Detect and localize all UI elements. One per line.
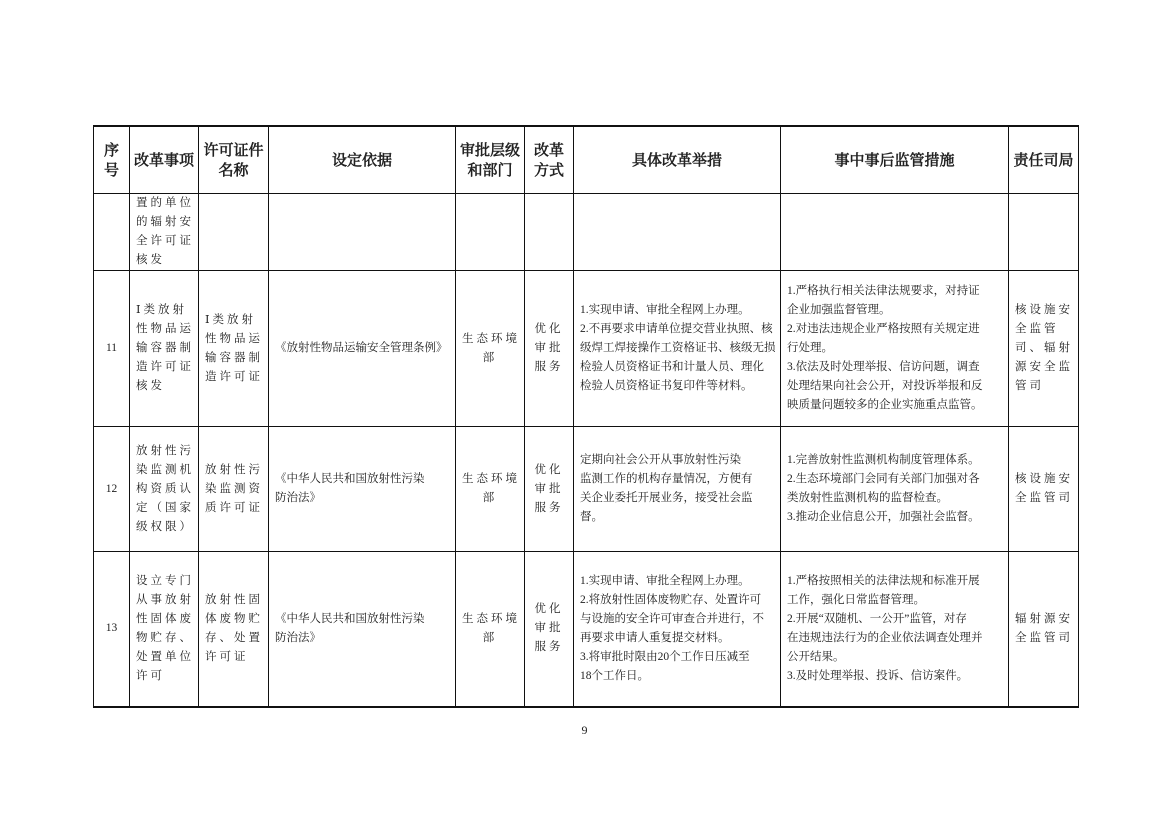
reform-method-line: 服务 (534, 641, 564, 654)
row-number-cell: 12 (94, 427, 130, 552)
reform-method-line: 优化 (534, 323, 564, 335)
row-number-cell (94, 194, 130, 271)
responsible-bureau-cell (1009, 552, 1079, 707)
reform-measures-line: 1.实现申请、审批全程网上办理。 (580, 574, 750, 587)
approval-dept-cell (456, 552, 525, 707)
reform-measures-line: 检验人员资格证书和计量人员、理化 (580, 361, 764, 373)
license-name-line: 质许可证 (205, 501, 263, 514)
header-supervision: 事中事后监管措施 (781, 126, 1009, 194)
responsible-bureau-line: 全监管司 (1015, 492, 1073, 504)
reform-method-line: 审批 (534, 482, 564, 495)
responsible-bureau-line: 核设施安 (1015, 304, 1073, 316)
license-name-cell (199, 271, 269, 427)
legal-basis-line: 《放射性物品运输安全管理条例》 (275, 342, 448, 354)
legal-basis-cell (269, 552, 456, 707)
legal-basis-cell (269, 194, 456, 271)
reform-measures-cell (574, 552, 781, 707)
legal-basis-line: 防治法》 (275, 492, 321, 504)
reform-method-line: 审批 (534, 622, 564, 635)
row-number-cell: 11 (94, 271, 130, 427)
responsible-bureau-cell (1009, 194, 1079, 271)
reform-table (93, 125, 1079, 708)
responsible-bureau-line: 辐射源安 (1015, 612, 1073, 625)
reform-measures-cell (574, 194, 781, 271)
responsible-bureau-line: 全监管 (1015, 323, 1059, 335)
supervision-measures-cell (781, 552, 1009, 707)
approval-dept-cell (456, 194, 525, 271)
supervision-measures-line: 1.严格按照相关的法律法规和标准开展 (787, 574, 980, 587)
supervision-measures-cell (781, 194, 1009, 271)
reform-measures-cell (574, 427, 781, 552)
reform-item-line: Ⅰ类放射 (136, 304, 188, 316)
reform-item-line: 构资质认 (136, 482, 194, 495)
responsible-bureau-line: 管司 (1015, 380, 1044, 392)
reform-measures-line: 2.不再要求申请单位提交营业执照、核 (580, 323, 773, 335)
supervision-measures-line: 1.严格执行相关法律法规要求，对持证 (787, 285, 980, 297)
supervision-measures-line: 企业加强监督管理。 (787, 304, 891, 316)
reform-method-line: 服务 (534, 501, 564, 514)
reform-item-cell (130, 271, 199, 427)
supervision-measures-line: 3.及时处理举报、投诉、信访案件。 (787, 669, 969, 682)
header-item: 改革事项 (130, 126, 199, 194)
header-bureau: 责任司局 (1009, 126, 1079, 194)
reform-item-line: 的辐射安 (136, 216, 194, 228)
supervision-measures-line: 在违规违法行为的企业依法调查处理并 (787, 631, 983, 644)
responsible-bureau-line: 全监管司 (1015, 631, 1073, 644)
reform-item-cell (130, 194, 199, 271)
header-measures: 具体改革举措 (574, 126, 781, 194)
supervision-measures-line: 1.完善放射性监测机构制度管理体系。 (787, 454, 980, 466)
reform-method-line: 优化 (534, 463, 564, 476)
supervision-measures-line: 2.开展“双随机、一公开”监管，对存 (787, 612, 967, 625)
license-name-line: 许可证 (205, 650, 249, 663)
license-name-cell (199, 427, 269, 552)
table-row (94, 552, 1079, 707)
approval-dept-line: 部 (482, 492, 498, 504)
reform-measures-line: 督。 (580, 511, 603, 523)
legal-basis-line: 《中华人民共和国放射性污染 (275, 612, 425, 625)
reform-item-line: 性物品运 (136, 323, 194, 335)
reform-measures-line: 与设施的安全许可审查合并进行，不 (580, 612, 764, 625)
supervision-measures-line: 处理结果向社会公开，对投诉举报和反 (787, 380, 983, 392)
license-name-line: 染监测资 (205, 482, 263, 495)
license-name-line: 放射性污 (205, 463, 263, 476)
legal-basis-cell (269, 427, 456, 552)
license-name-cell (199, 552, 269, 707)
responsible-bureau-cell (1009, 427, 1079, 552)
reform-item-line: 染监测机 (136, 463, 194, 476)
reform-measures-line: 监测工作的机构存量情况，方便有 (580, 473, 753, 485)
reform-item-line: 造许可证 (136, 361, 194, 373)
reform-item-cell (130, 552, 199, 707)
responsible-bureau-line: 源安全监 (1015, 361, 1073, 373)
legal-basis-cell (269, 271, 456, 427)
reform-item-line: 放射性污 (136, 444, 194, 457)
supervision-measures-line: 2.对违法违规企业严格按照有关规定进 (787, 323, 980, 335)
legal-basis-line: 《中华人民共和国放射性污染 (275, 473, 425, 485)
reform-measures-line: 2.将放射性固体废物贮存、处置许可 (580, 593, 762, 606)
reform-measures-line: 再要求申请人重复提交材料。 (580, 631, 730, 644)
reform-item-line: 核发 (136, 254, 165, 266)
license-name-line: 放射性固 (205, 593, 263, 606)
reform-measures-line: 关企业委托开展业务，接受社会监 (580, 492, 753, 504)
responsible-bureau-line: 司、辐射 (1015, 342, 1073, 354)
header-method: 改革方式 (525, 126, 574, 194)
reform-method-cell (525, 552, 574, 707)
approval-dept-line: 部 (482, 351, 498, 364)
license-name-cell (199, 194, 269, 271)
responsible-bureau-cell (1009, 271, 1079, 427)
license-name-line: Ⅰ类放射 (205, 313, 257, 326)
reform-measures-cell (574, 271, 781, 427)
supervision-measures-cell (781, 427, 1009, 552)
license-name-line: 体废物贮 (205, 612, 263, 625)
reform-item-line: 置的单位 (136, 197, 194, 209)
reform-item-cell (130, 427, 199, 552)
supervision-measures-line: 工作，强化日常监督管理。 (787, 593, 925, 606)
table-row (94, 427, 1079, 552)
approval-dept-line: 生态环境 (462, 473, 520, 485)
supervision-measures-line: 映质量问题较多的企业实施重点监管。 (787, 399, 983, 411)
row-number-cell: 13 (94, 552, 130, 707)
responsible-bureau-line: 核设施安 (1015, 473, 1073, 485)
reform-item-line: 处置单位 (136, 650, 194, 663)
reform-measures-line: 3.将审批时限由20个工作日压减至 (580, 650, 750, 663)
table-row (94, 194, 1079, 271)
reform-item-line: 级权限） (136, 520, 194, 533)
reform-method-cell (525, 427, 574, 552)
supervision-measures-line: 2.生态环境部门会同有关部门加强对各 (787, 473, 980, 485)
approval-dept-line: 生态环境 (462, 612, 520, 625)
reform-method-cell (525, 271, 574, 427)
reform-item-line: 许可 (136, 669, 165, 682)
approval-dept-line: 生态环境 (462, 332, 520, 345)
table-row (94, 271, 1079, 427)
reform-measures-line: 检验人员资格证书复印件等材料。 (580, 380, 753, 392)
reform-method-line: 审批 (534, 342, 564, 354)
reform-item-line: 输容器制 (136, 342, 194, 354)
reform-item-line: 物贮存、 (136, 631, 194, 644)
license-name-line: 性物品运 (205, 332, 263, 345)
header-basis: 设定依据 (269, 126, 456, 194)
table-header (94, 126, 1079, 194)
reform-method-cell (525, 194, 574, 271)
approval-dept-line: 部 (482, 631, 498, 644)
reform-method-line: 服务 (534, 361, 564, 373)
reform-method-line: 优化 (534, 603, 564, 616)
license-name-line: 存、处置 (205, 631, 263, 644)
supervision-measures-line: 行处理。 (787, 342, 833, 354)
reform-measures-line: 级焊工焊接操作工资格证书、核级无损 (580, 342, 776, 354)
header-no: 序号 (94, 126, 130, 194)
reform-item-line: 核发 (136, 380, 165, 392)
reform-item-line: 定（国家 (136, 501, 194, 514)
supervision-measures-line: 公开结果。 (787, 650, 845, 663)
header-license: 许可证件名称 (199, 126, 269, 194)
reform-measures-line: 定期向社会公开从事放射性污染 (580, 454, 741, 466)
reform-measures-line: 1.实现申请、审批全程网上办理。 (580, 304, 750, 316)
reform-item-line: 全许可证 (136, 235, 194, 247)
supervision-measures-line: 类放射性监测机构的监督检查。 (787, 492, 948, 504)
header-dept: 审批层级和部门 (456, 126, 525, 194)
supervision-measures-line: 3.依法及时处理举报、信访问题，调查 (787, 361, 980, 373)
reform-item-line: 设立专门 (136, 574, 194, 587)
reform-item-line: 性固体废 (136, 612, 194, 625)
page-number: 9 (581, 723, 588, 737)
license-name-line: 造许可证 (205, 370, 263, 383)
legal-basis-line: 防治法》 (275, 631, 321, 644)
approval-dept-cell (456, 427, 525, 552)
reform-measures-line: 18个工作日。 (580, 669, 649, 682)
approval-dept-cell (456, 271, 525, 427)
license-name-line: 输容器制 (205, 351, 263, 364)
supervision-measures-cell (781, 271, 1009, 427)
supervision-measures-line: 3.推动企业信息公开，加强社会监督。 (787, 511, 980, 523)
reform-item-line: 从事放射 (136, 593, 194, 606)
